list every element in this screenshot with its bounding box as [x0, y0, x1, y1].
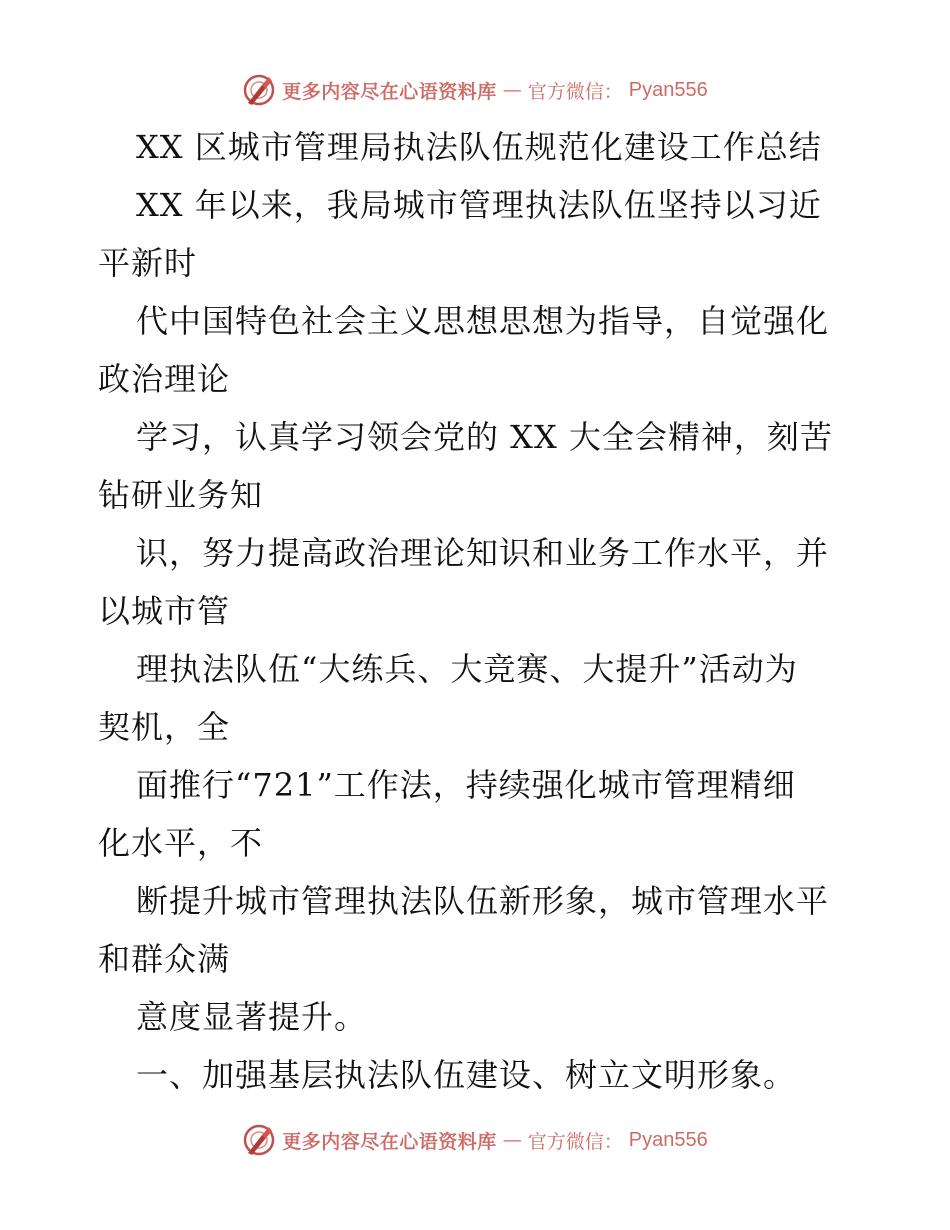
text-line: 理执法队伍“大练兵、大竞赛、大提升”活动为 [136, 650, 798, 688]
pen-logo-icon [242, 73, 276, 107]
text-line: 学习，认真学习领会党的 XX 大全会精神，刻苦 [136, 418, 833, 456]
watermark-brand: 更多内容尽在心语资料库 [282, 80, 497, 103]
watermark-wechat-label: 官方微信： [527, 1130, 623, 1153]
watermark-wechat-label: 官方微信： [527, 80, 623, 103]
text-line: 识，努力提高政治理论知识和业务工作水平，并 [136, 534, 830, 572]
watermark-dash: — [502, 1129, 522, 1151]
text-line: 契机，全 [98, 708, 231, 746]
text-line: 平新时 [98, 244, 198, 282]
text-line: 一、加强基层执法队伍建设、树立文明形象。 [136, 1056, 797, 1094]
footer-watermark [0, 1120, 950, 1160]
text-line: 代中国特色社会主义思想思想为指导，自觉强化 [136, 302, 830, 340]
text-line: 以城市管 [98, 592, 231, 630]
text-line: 化水平，不 [98, 824, 264, 862]
text-line: XX 区城市管理局执法队伍规范化建设工作总结 [136, 128, 822, 166]
text-line: 面推行“721”工作法，持续强化城市管理精细 [136, 766, 796, 804]
text-line: 政治理论 [98, 360, 231, 398]
header-watermark [0, 70, 950, 110]
text-line: 和群众满 [98, 940, 231, 978]
watermark-wechat-id: Pyan556 [628, 1128, 708, 1151]
text-line: 意度显著提升。 [136, 998, 368, 1036]
watermark-dash: — [502, 79, 522, 101]
watermark-brand: 更多内容尽在心语资料库 [282, 1130, 497, 1153]
text-line: XX 年以来，我局城市管理执法队伍坚持以习近 [136, 186, 822, 224]
pen-logo-icon [242, 1123, 276, 1157]
text-line: 断提升城市管理执法队伍新形象，城市管理水平 [136, 882, 830, 920]
text-line: 钻研业务知 [98, 476, 264, 514]
watermark-wechat-id: Pyan556 [628, 78, 708, 101]
document-body [98, 118, 858, 1104]
